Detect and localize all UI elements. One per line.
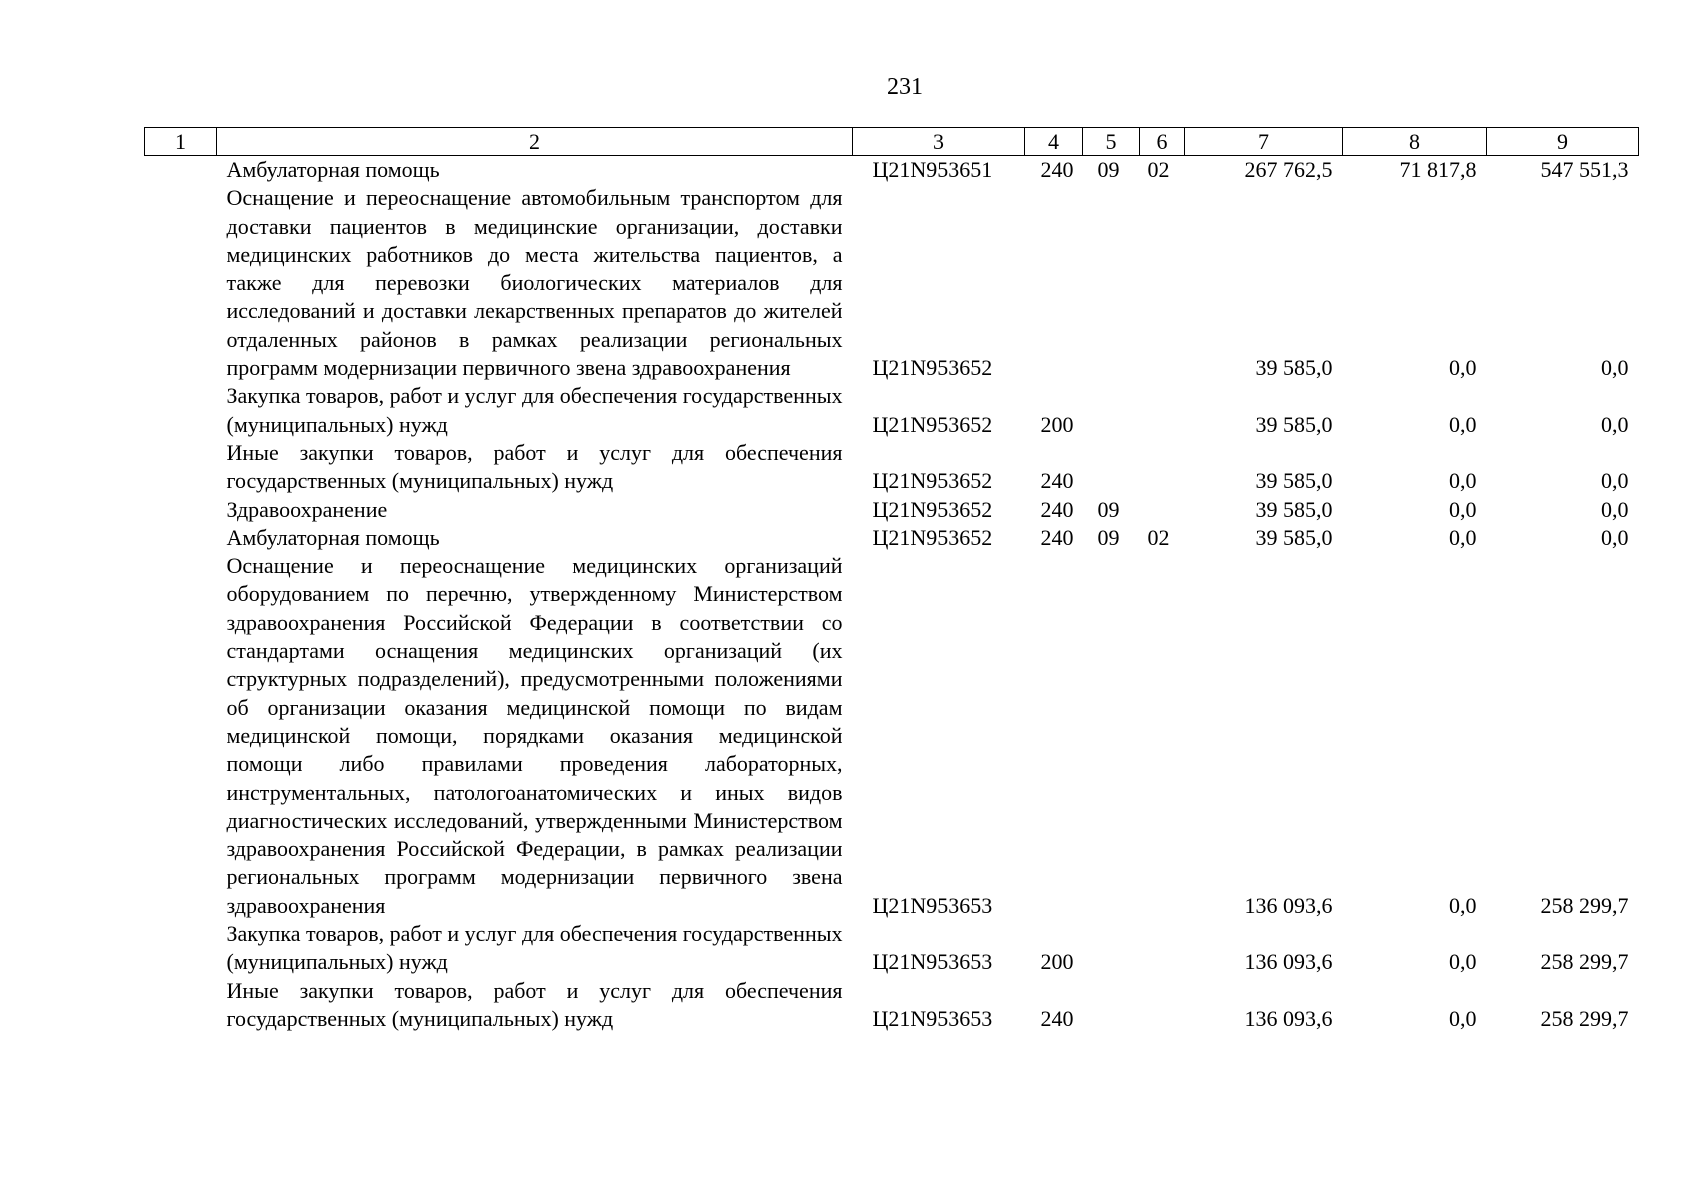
row-number-cell: [145, 184, 217, 382]
subsection-code: 02: [1147, 157, 1170, 182]
item-name: Здравоохранение: [226, 496, 388, 522]
amount-col8: 71 817,8: [1399, 157, 1477, 182]
table-row: [145, 552, 1639, 920]
table-row: [145, 156, 1639, 185]
section-code: [1083, 920, 1140, 977]
amount-col8: 0,0: [1449, 949, 1477, 975]
amount-col7: 39 585,0: [1255, 496, 1333, 522]
subsection-code: [1140, 496, 1185, 524]
row-number-cell: [145, 382, 217, 439]
expense-type-code: [1025, 184, 1083, 382]
table-row: [145, 977, 1639, 1034]
amount-col8: 0,0: [1449, 355, 1477, 381]
amount-col9: 0,0: [1601, 524, 1629, 550]
column-header: 9: [1487, 128, 1639, 156]
amount-col7: 39 585,0: [1255, 411, 1333, 437]
item-name: Амбулаторная помощь: [226, 157, 440, 182]
amount-col7: 267 762,5: [1244, 157, 1333, 182]
column-header: 5: [1083, 128, 1140, 156]
subsection-code: [1140, 184, 1185, 382]
column-header: 1: [145, 128, 217, 156]
expense-type-code: 240: [1040, 468, 1074, 494]
column-header: 3: [853, 128, 1025, 156]
page-number: 231: [887, 74, 923, 100]
amount-col7: 136 093,6: [1244, 1005, 1333, 1031]
section-code: [1083, 439, 1140, 496]
column-header: 4: [1025, 128, 1083, 156]
target-article-code: Ц21N953652: [872, 411, 993, 437]
column-header: 2: [217, 128, 853, 156]
table-row: [145, 920, 1639, 977]
subsection-code: 02: [1147, 524, 1170, 550]
target-article-code: Ц21N953651: [872, 157, 993, 182]
subsection-code: [1140, 439, 1185, 496]
item-name: Иные закупки товаров, работ и услуг для обеспечения государственных (муниципальных) нужд: [226, 977, 843, 1031]
expense-type-code: 240: [1040, 157, 1074, 182]
target-article-code: Ц21N953653: [872, 892, 993, 918]
expense-type-code: [1025, 552, 1083, 920]
amount-col8: 0,0: [1449, 496, 1477, 522]
amount-col8: 0,0: [1449, 411, 1477, 437]
target-article-code: Ц21N953653: [872, 949, 993, 975]
amount-col7: 136 093,6: [1244, 949, 1333, 975]
item-name: Иные закупки товаров, работ и услуг для обеспечения государственных (муниципальных) нужд: [226, 439, 843, 494]
row-number-cell: [145, 920, 217, 977]
column-header: 6: [1140, 128, 1185, 156]
budget-table: [144, 127, 1639, 1033]
amount-col7: 39 585,0: [1255, 468, 1333, 494]
amount-col9: 258 299,7: [1540, 892, 1629, 918]
section-code: [1083, 382, 1140, 439]
item-name: Оснащение и переоснащение автомобильным транспортом для доставки пациентов в медицинские организации, доставки медицинских работников до места жительства пациентов, а также для перевозки биологических материалов для исследований и доставки лекарственных препаратов до жителей отдаленных районов в рамках реализации региональных программ модернизации первичного звена здравоохранения: [226, 185, 843, 381]
target-article-code: Ц21N953652: [872, 355, 993, 381]
row-number-cell: [145, 156, 217, 185]
table-body: [145, 156, 1639, 1034]
header-row: [145, 128, 1639, 156]
section-code: [1083, 977, 1140, 1034]
row-number-cell: [145, 552, 217, 920]
amount-col9: 547 551,3: [1540, 157, 1629, 182]
target-article-code: Ц21N953652: [872, 496, 993, 522]
expense-type-code: 200: [1040, 949, 1074, 975]
table-row: [145, 184, 1639, 382]
item-name: Оснащение и переоснащение медицинских организаций оборудованием по перечню, утвержденному Министерством здравоохранения Российской Федерации в соответствии со стандартами оснащения медицинских организаций (их структурных подразделений), предусмотренными положениями об организации оказания медицинской помощи по видам медицинской помощи, порядками оказания медицинской помощи либо правилами проведения лабораторных, инструментальных, патологоанатомических и иных видов диагностических исследований, утвержденными Министерством здравоохранения Российской Федерации, в рамках реализации региональных программ модернизации первичного звена здравоохранения: [226, 553, 843, 918]
column-header: 8: [1343, 128, 1487, 156]
subsection-code: [1140, 552, 1185, 920]
amount-col9: 0,0: [1601, 496, 1629, 522]
amount-col7: 39 585,0: [1255, 355, 1333, 381]
section-code: 09: [1097, 524, 1120, 550]
table-row: [145, 524, 1639, 552]
amount-col8: 0,0: [1449, 1005, 1477, 1031]
subsection-code: [1140, 920, 1185, 977]
section-code: 09: [1097, 157, 1120, 182]
row-number-cell: [145, 977, 217, 1034]
target-article-code: Ц21N953653: [872, 1005, 993, 1031]
table-header: [145, 128, 1639, 156]
amount-col7: 136 093,6: [1244, 892, 1333, 918]
table-row: [145, 496, 1639, 524]
amount-col9: 258 299,7: [1540, 1005, 1629, 1031]
item-name: Закупка товаров, работ и услуг для обеспечения государственных (муниципальных) нужд: [226, 383, 843, 437]
section-code: [1083, 184, 1140, 382]
expense-type-code: 200: [1040, 411, 1074, 437]
amount-col7: 39 585,0: [1255, 524, 1333, 550]
amount-col9: 0,0: [1601, 355, 1629, 381]
expense-type-code: 240: [1040, 1005, 1074, 1031]
target-article-code: Ц21N953652: [872, 524, 993, 550]
item-name: Закупка товаров, работ и услуг для обеспечения государственных (муниципальных) нужд: [226, 921, 843, 975]
subsection-code: [1140, 977, 1185, 1034]
subsection-code: [1140, 382, 1185, 439]
row-number-cell: [145, 524, 217, 552]
table-row: [145, 382, 1639, 439]
row-number-cell: [145, 496, 217, 524]
amount-col8: 0,0: [1449, 524, 1477, 550]
row-number-cell: [145, 439, 217, 496]
amount-col9: 0,0: [1601, 411, 1629, 437]
amount-col8: 0,0: [1449, 892, 1477, 918]
target-article-code: Ц21N953652: [872, 468, 993, 494]
expense-type-code: 240: [1040, 524, 1074, 550]
amount-col8: 0,0: [1449, 468, 1477, 494]
amount-col9: 258 299,7: [1540, 949, 1629, 975]
table-row: [145, 439, 1639, 496]
item-name: Амбулаторная помощь: [226, 524, 440, 550]
section-code: 09: [1097, 496, 1120, 522]
amount-col9: 0,0: [1601, 468, 1629, 494]
column-header: 7: [1185, 128, 1343, 156]
expense-type-code: 240: [1040, 496, 1074, 522]
section-code: [1083, 552, 1140, 920]
